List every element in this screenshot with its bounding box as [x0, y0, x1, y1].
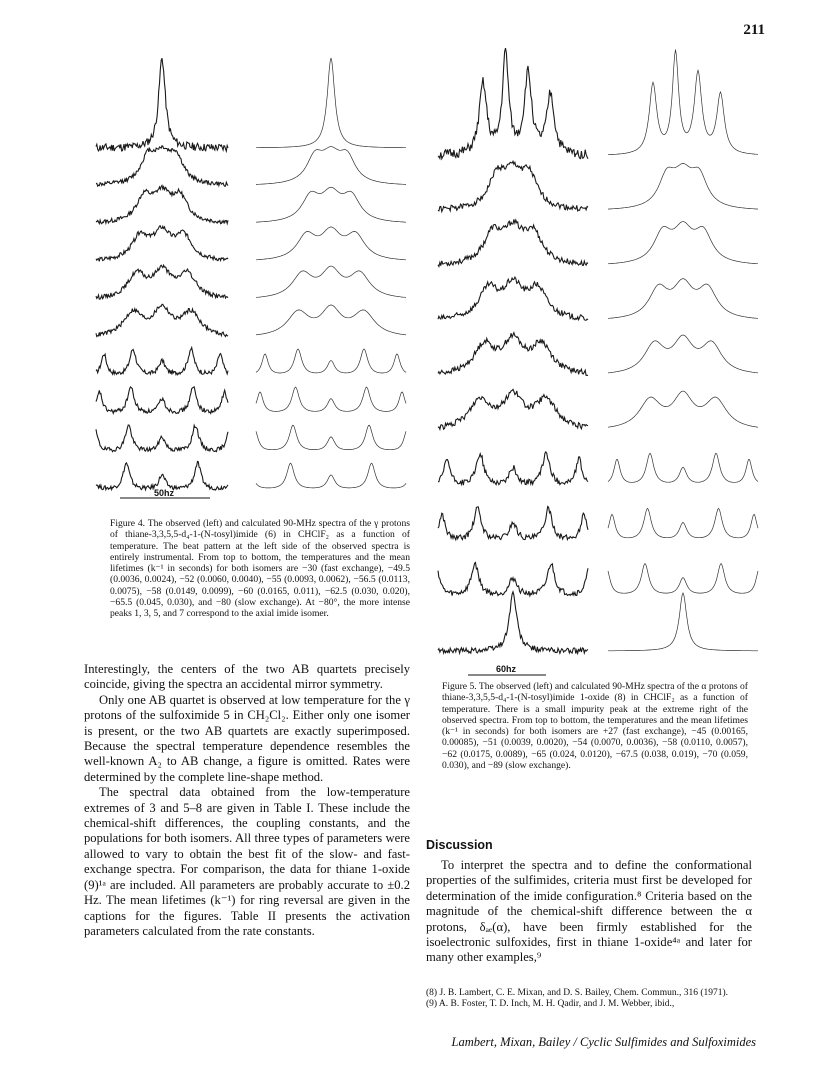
fig5-observed-trace	[438, 48, 588, 159]
fig5-observed-trace	[438, 161, 588, 211]
fig4-calculated-trace	[256, 147, 406, 185]
fig4-calculated-trace	[256, 227, 406, 260]
paragraph-2: Only one AB quartet is observed at low temperature for the γ protons of the sulfoximide 5 in CH₂Cl₂. Either only one isomer is present, or the two AB quartets are exactly superimposed. Because the spectral temperature dependence resembles the well-known A₂ to AB change, a figure is omitted. Rates were determined by the complete line-shape method.	[84, 692, 410, 784]
fig5-calculated-trace	[608, 335, 758, 373]
fig4-observed-trace	[96, 185, 228, 223]
figure-4-plot	[92, 48, 418, 508]
fig5-observed-trace	[438, 592, 588, 654]
fig4-observed-trace	[96, 425, 228, 452]
fig4-observed-trace	[96, 58, 228, 151]
discussion-paragraph: To interpret the spectra and to define the conformational properties of the sulfimides, criteria must first be developed for determination of the imide configuration.⁸ Criteria based on the magnitude of the chemical-shift difference between the α protons, δₐₑ(α), have been firmly established for the isoelectronic sulfoxides, first in thiane 1-oxide⁴ᵃ and later for many other examples,⁹	[426, 858, 752, 965]
footnote-9: (9) A. B. Foster, T. D. Inch, M. H. Qadir, and J. M. Webber, ibid.,	[426, 999, 675, 1009]
fig5-calculated-trace	[608, 50, 758, 155]
fig5-calculated-trace	[608, 279, 758, 319]
fig4-observed-trace	[96, 304, 228, 336]
fig5-calculated-trace	[608, 163, 758, 209]
discussion-text	[426, 858, 752, 966]
figure-4-scale-label: 50hz	[154, 488, 175, 498]
figure-4-spectra	[92, 48, 418, 508]
fig4-calculated-trace	[256, 349, 406, 373]
fig5-observed-trace	[438, 452, 588, 485]
fig5-calculated-trace	[608, 453, 758, 482]
paragraph-3: The spectral data obtained from the low-temperature extremes of 3 and 5–8 are given in Table I. These include the chemical-shift differences, the coupling constants, and the populations for both isomers. All three types of parameters were allowed to vary to obtain the best fit of the slow- and fast-exchange spectra. For comparison, the data for thiane 1-oxide (9)¹ᵃ are included. All parameters are probably accurate to ±0.2 Hz. The mean lifetimes (k⁻¹) for ring reversal are given in the captions for the figures. Table II presents the activation parameters calculated from the rate constants.	[84, 785, 410, 938]
fig4-calculated-trace	[256, 305, 406, 335]
figure-5-caption: Figure 5. The observed (left) and calculated 90-MHz spectra of the α protons of thiane-3,3,5,5-d₄-1-(N-tosyl)imide 1-oxide (8) in CHClF₂ as a function of temperature. There is a small impurity peak at the extreme right of the observed spectra. From top to bottom, the temperatures and the mean lifetimes (k⁻¹ in seconds) for both isomers are +27 (fast exchange), −45 (0.00165, 0.00085), −51 (0.0039, 0.0020), −54 (0.0070, 0.0036), −58 (0.0110, 0.0057), −62 (0.0175, 0.0089), −65 (0.024, 0.0120), −67.5 (0.038, 0.019), −70 (0.059, 0.030), and −89 (slow exchange).	[442, 681, 748, 772]
fig5-observed-trace	[438, 219, 588, 266]
fig4-observed-trace	[96, 226, 228, 262]
fig5-observed-trace	[438, 277, 588, 320]
fig5-calculated-trace	[608, 391, 758, 427]
fig4-calculated-trace	[256, 266, 406, 297]
fig4-observed-trace	[96, 146, 228, 187]
fig4-calculated-trace	[256, 425, 406, 449]
fig5-calculated-trace	[608, 222, 758, 264]
fig4-observed-trace	[96, 348, 228, 375]
footnote-8: (8) J. B. Lambert, C. E. Mixan, and D. S. Bailey, Chem. Commun., 316 (1971).	[426, 988, 729, 998]
fig4-calculated-trace	[256, 187, 406, 222]
fig4-observed-trace	[96, 461, 228, 490]
fig5-observed-trace	[438, 507, 588, 540]
figure-4-caption: Figure 4. The observed (left) and calculated 90-MHz spectra of the γ protons of thiane-3,3,5,5-d₄-1-(N-tosyl)imide (6) in CHClF₂ as a function of temperature. The beat pattern at the left side of the observed spectra is entirely instrumental. From top to bottom, the temperatures and the mean lifetimes (k⁻¹ in seconds) for both isomers are −30 (fast exchange), −49.5 (0.0036, 0.0024), −52 (0.0060, 0.0040), −55 (0.0093, 0.0062), −56.5 (0.0113, 0.0075), −58 (0.0149, 0.0099), −60 (0.0165, 0.011), −62.5 (0.030, 0.020), −65.5 (0.045, 0.030), and −80 (slow exchange). At −80°, the more intense peaks 1, 3, 5, and 7 correspond to the axial imide isomer.	[110, 518, 410, 620]
fig5-calculated-trace	[608, 593, 758, 651]
page-number: 211	[743, 22, 765, 38]
left-column-text	[84, 662, 410, 939]
discussion-heading: Discussion	[426, 838, 493, 852]
fig4-observed-trace	[96, 387, 228, 414]
fig5-observed-trace	[438, 389, 588, 429]
fig5-calculated-trace	[608, 564, 758, 593]
footnotes	[426, 988, 752, 1010]
fig4-calculated-trace	[256, 463, 406, 488]
fig4-observed-trace	[96, 265, 228, 299]
fig5-calculated-trace	[608, 508, 758, 537]
paragraph-1: Interestingly, the centers of the two AB quartets precisely coincide, giving the spectra an accidental mirror symmetry.	[84, 662, 410, 692]
fig4-calculated-trace	[256, 58, 406, 148]
fig4-calculated-trace	[256, 387, 406, 411]
running-footer: Lambert, Mixan, Bailey / Cyclic Sulfimides and Sulfoximides	[451, 1035, 756, 1049]
figure-5-spectra	[430, 46, 764, 678]
figure-5-scale-label: 60hz	[496, 664, 517, 674]
fig5-observed-trace	[438, 333, 588, 376]
figure-5-plot	[430, 46, 764, 678]
